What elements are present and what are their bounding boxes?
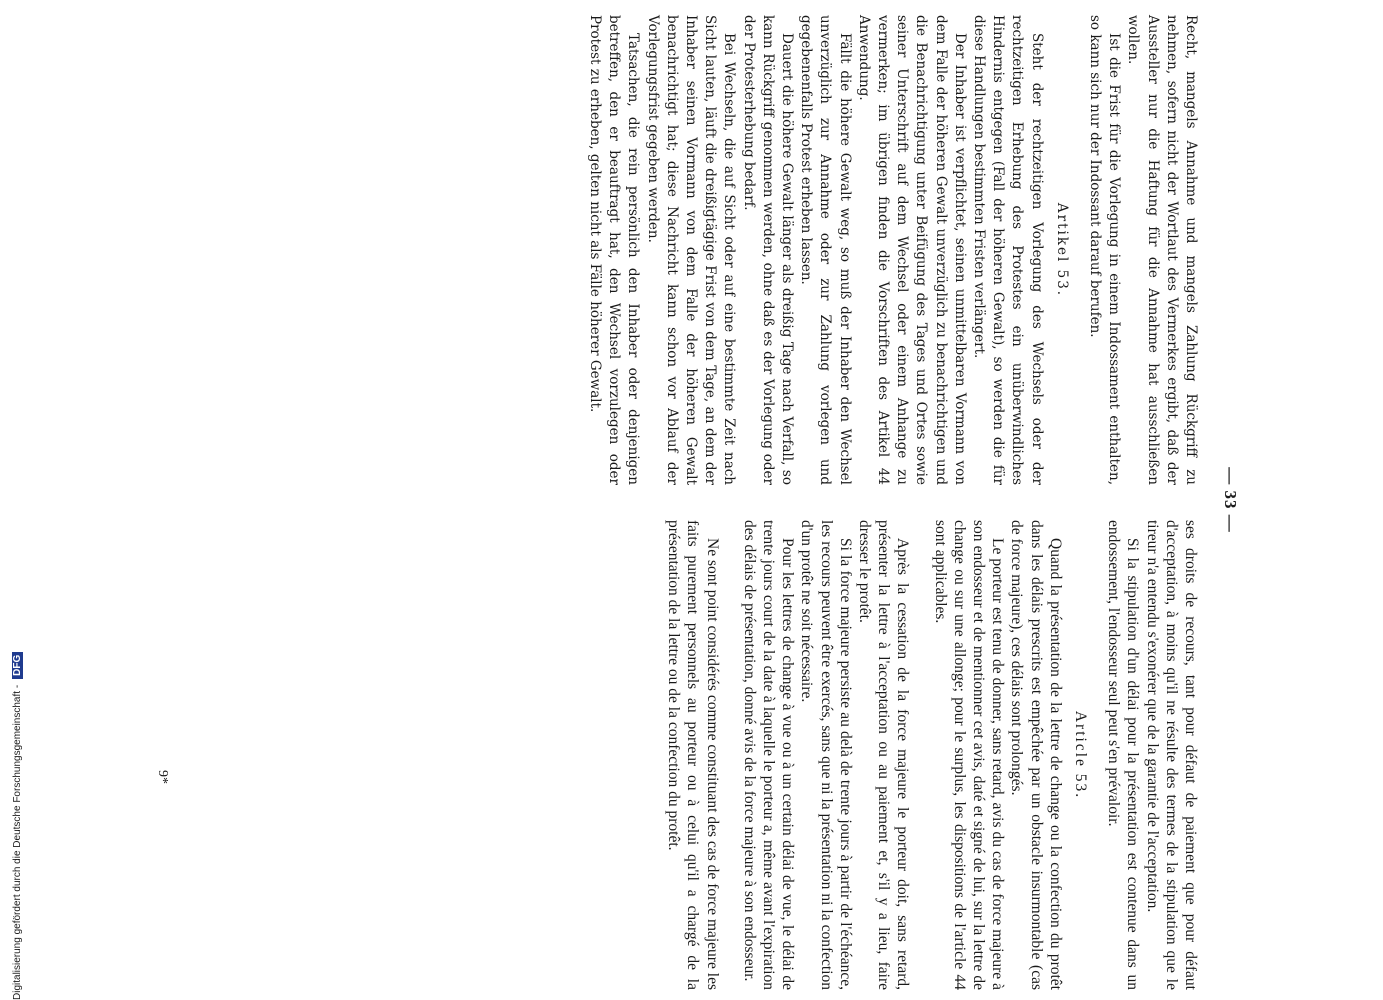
german-paragraph: Dauert die höhere Gewalt länger als dreißig Tage nach Verfall, so kann Rückgriff genommen werden, ohne daß es der Vorlegung oder der Protesterhebung bedarf. [740, 15, 795, 485]
dfg-logo: DFG [12, 652, 23, 679]
digitization-credit [6, 0, 28, 1000]
french-paragraph: Quand la présentation de la lettre de change ou la confection du protêt dans les délais prescrits est empêchée par un obstacle insurmontable (cas de force majeure), ces délais sont prolongés. [1008, 520, 1064, 990]
german-paragraph: Der Inhaber ist verpflichtet, seinen unmittelbaren Vormann von dem Falle der höheren Gewalt unverzüglich zu benachrichtigen und die Benachrichtigung unter Beifügung des Tages und Ortes sowie seiner Unterschrift auf dem Wechsel oder einem Anhange zu vermerken; im übrigen finden die Vorschriften des Artikel 44 Anwendung. [855, 15, 968, 485]
french-paragraph: Pour les lettres de change à vue ou à un certain délai de vue, le délai de trente jours court de la date à laquelle le porteur a, même avant l'expiration des délais de présentation, donné avis de la force majeure à son endosseur. [740, 520, 797, 990]
german-paragraph: Tatsachen, die rein persönlich den Inhaber oder denjenigen betreffen, den er beauftragt hat, den Wechsel vorzulegen oder Protest zu erheben, gelten nicht als Fälle höherer Gewalt. [586, 15, 642, 485]
french-paragraph: ses droits de recours, tant pour défaut de paiement que pour défaut d'acceptation, à moins qu'il ne résulte des termes de la stipulation que le tireur n'a entendu s'exonérer que de la garantie de l'acceptation. [1143, 520, 1199, 990]
french-paragraph: Ne sont point considérés comme constituant des cas de force majeure les faits purement personnels au porteur ou à celui qu'il a chargé de la présentation de la lettre ou de la confection du protêt. [665, 520, 721, 990]
german-paragraph: Recht, mangels Annahme und mangels Zahlung Rückgriff zu nehmen, sofern nicht der Wortlaut des Vermerkes ergibt, daß der Aussteller nur die Haftung für die Annahme hat ausschließen wollen. [1125, 15, 1199, 485]
credit-text: Digitalisierung gefördert durch die Deutsche Forschungsgemeinschaft - [11, 684, 23, 1000]
german-paragraph: Steht der rechtzeitigen Vorlegung des Wechsels oder der rechtzeitigen Erhebung des Protestes ein unüberwindliches Hindernis entgegen (Fall der höheren Gewalt), so werden die für diese Handlungen bestimmten Fristen verlängert. [970, 15, 1045, 485]
french-paragraph: Après la cessation de la force majeure le porteur doit, sans retard, présenter la lettre à l'acceptation ou au paiement et, s'il y a lieu, faire dresser le protêt. [855, 520, 912, 990]
german-paragraph: Bei Wechseln, die auf Sicht oder auf eine bestimmte Zeit nach Sicht lauten, läuft die dreißigtägige Frist von dem Tage, an dem der Inhaber seinen Vormann von dem Falle der höheren Gewalt benachrichtigt hat; diese Nachricht kann schon vor Ablauf der Vorlegungsfrist gegeben werden. [644, 15, 738, 485]
rotated-page [130, 0, 1250, 1000]
french-article-title: Article 53. [1071, 710, 1089, 800]
french-paragraph: Si la stipulation d'un délai pour la présentation est contenue dans un endossement, l'endosseur seul peut s'en prévaloir. [1105, 520, 1142, 990]
german-paragraph: Fällt die höhere Gewalt weg, so muß der Inhaber den Wechsel unverzüglich zur Annahme oder zur Zahlung vorlegen und gegebenenfalls Protest erheben lassen. [798, 15, 853, 485]
french-paragraph: Si la force majeure persiste au delà de trente jours à partir de l'échéance, les recours peuvent être exercés, sans que ni la présentation ni la confection d'un protêt ne soit nécessaire. [798, 520, 854, 990]
page-number: — 33 — [1221, 467, 1240, 533]
french-column [664, 520, 1200, 990]
german-paragraph: Ist die Frist für die Vorlegung in einem Indossament enthalten, so kann sich nur der Indossant darauf berufen. [1086, 15, 1123, 485]
german-article-title: Artikel 53. [1053, 202, 1070, 298]
signature-mark: 9* [155, 770, 170, 784]
german-column [585, 15, 1200, 485]
french-paragraph: Le porteur est tenu de donner, sans retard, avis du cas de force majeure à son endosseur et de mentionner cet avis, daté et signé de lui, sur la lettre de change ou sur une allonge; pour le surplus, les dispositions de l'article 44 sont applicables. [931, 520, 1007, 990]
